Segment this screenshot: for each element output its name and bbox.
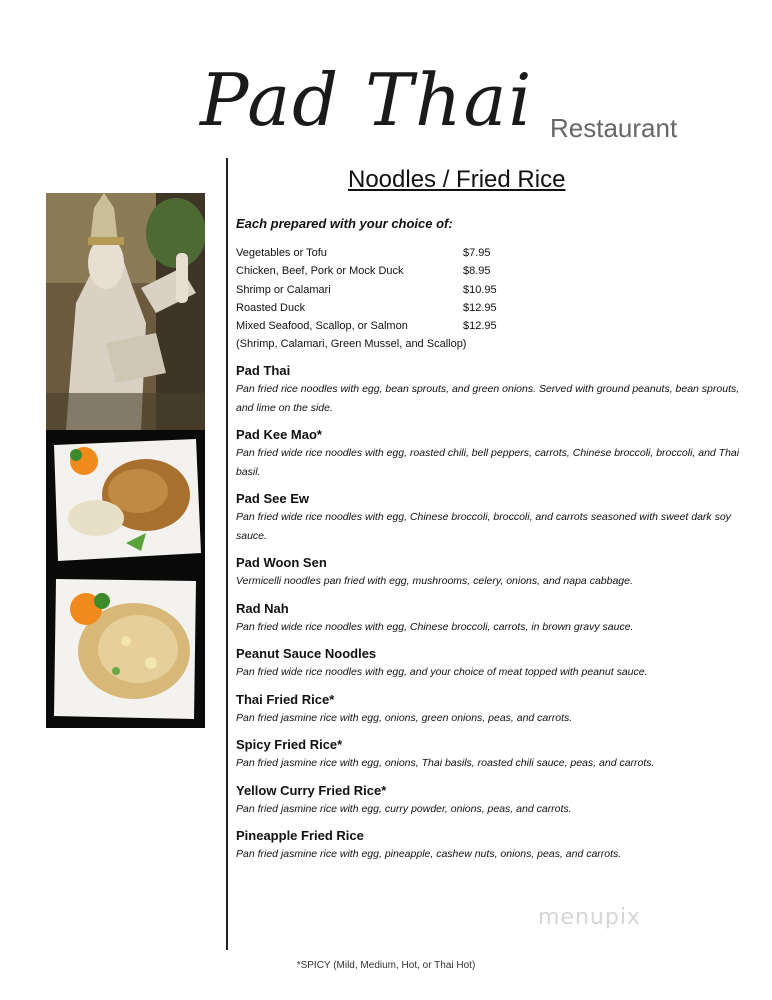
restaurant-logo [200,55,720,155]
menu-items [236,362,756,873]
menu-item [236,362,756,417]
menu-item [236,490,756,545]
price-option-name: Vegetables or Tofu [236,247,327,259]
photo-strip [46,193,205,728]
price-list [236,244,536,353]
price-option-name: Shrimp or Calamari [236,283,331,296]
price-row [236,317,536,335]
menu-item [236,554,756,591]
price-value: $12.95 [463,320,497,333]
menu-item-description: Pan fried jasmine rice with egg, curry powder, onions, peas, and carrots. [236,802,572,815]
menu-item-description: Pan fried jasmine rice with egg, onions, green onions, peas, and carrots. [236,711,573,724]
divider-line [226,158,228,950]
brand-script: Pad Thai [200,58,534,142]
price-row [236,244,536,262]
seafood-note: (Shrimp, Calamari, Green Mussel, and Scallop) [236,338,467,351]
section-title: Noodles / Fried Rice [348,166,566,193]
menu-item-name: Pad See Ew [236,491,309,506]
menu-item-name: Peanut Sauce Noodles [236,646,377,661]
menu-item [236,827,756,864]
price-value: $7.95 [463,247,491,259]
fried-rice-photo [46,571,205,728]
price-value: $8.95 [463,265,491,278]
menu-item-description: Vermicelli noodles pan fried with egg, mushrooms, celery, onions, and napa cabbage. [236,575,633,587]
price-option-name: Roasted Duck [236,301,306,314]
price-value: $10.95 [463,283,497,296]
menu-item [236,426,756,481]
menu-item-description: Pan fried wide rice noodles with egg, Chinese broccoli, carrots, in brown gravy sauce. [236,620,634,633]
menu-item [236,600,756,637]
menu-item-description: Pan fried wide rice noodles with egg, and your choice of meat topped with peanut sauce. [236,666,648,678]
watermark: menupix [538,905,641,930]
menu-item-name: Yellow Curry Fried Rice* [236,782,387,798]
price-option-name: Chicken, Beef, Pork or Mock Duck [236,265,404,278]
menu-item [236,782,756,819]
menu-item [236,645,756,682]
price-value: $12.95 [463,301,497,314]
choice-intro: Each prepared with your choice of: [236,216,453,231]
menu-item [236,691,756,728]
menu-item-name: Pad Kee Mao* [236,427,322,442]
statue-photo [46,193,205,430]
price-row [236,281,536,299]
menu-item-name: Pad Woon Sen [236,555,327,570]
price-row [236,262,536,280]
price-row [236,299,536,317]
menu-item-name: Spicy Fried Rice* [236,737,343,752]
menu-item-name: Rad Nah [236,600,289,616]
pad-thai-photo [46,433,205,567]
menu-item-name: Thai Fried Rice* [236,691,335,707]
menu-item-description: Pan fried jasmine rice with egg, pineapple, cashew nuts, onions, peas, and carrots. [236,848,622,860]
menu-item-description: Pan fried wide rice noodles with egg, roasted chili, bell peppers, carrots, Chinese broccoli, broccoli, and Thai basil. [236,447,740,478]
menu-item-name: Pineapple Fried Rice [236,828,364,843]
brand-subtitle: Restaurant [550,113,678,143]
menu-item-description: Pan fried wide rice noodles with egg, Chinese broccoli, broccoli, and carrots seasoned with sweet dark soy sauce. [236,511,731,542]
spicy-footnote: *SPICY (Mild, Medium, Hot, or Thai Hot) [296,960,476,971]
menu-item-description: Pan fried jasmine rice with egg, onions, Thai basils, roasted chili sauce, peas, and carrots. [236,757,655,769]
price-option-name: Mixed Seafood, Scallop, or Salmon [236,320,408,333]
menu-item [236,736,756,773]
menu-item-name: Pad Thai [236,363,291,378]
menu-item-description: Pan fried rice noodles with egg, bean sprouts, and green onions. Served with ground peanuts, bean sprouts, and lime on the side. [236,383,740,414]
